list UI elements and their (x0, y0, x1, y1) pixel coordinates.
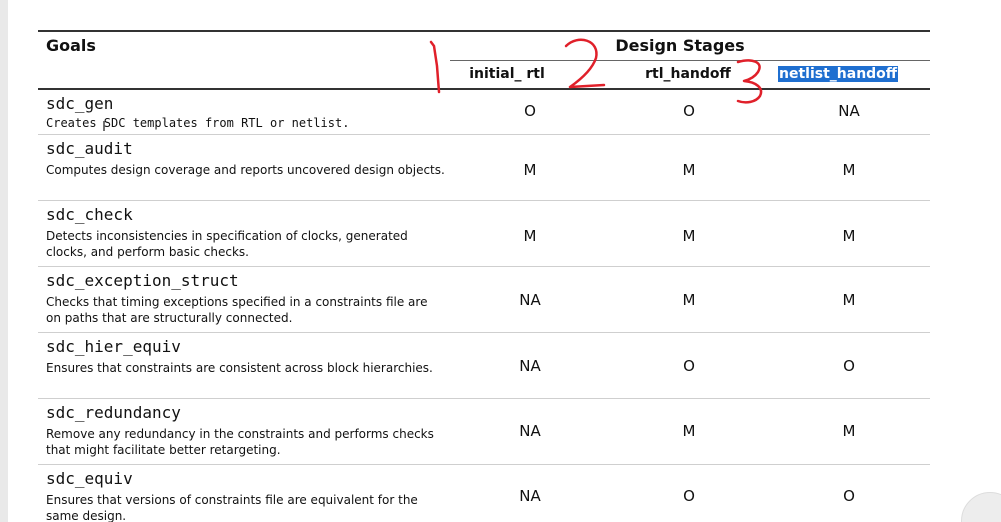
header-top-rule (38, 30, 930, 32)
table-row-sdc-equiv (38, 465, 930, 522)
table-row-sdc-exception-struct (38, 267, 930, 333)
value-initial-rtl: NA (519, 487, 541, 505)
value-rtl-handoff: M (682, 291, 696, 309)
table-row-sdc-check (38, 201, 930, 267)
value-netlist-handoff: O (843, 357, 855, 375)
table-row-sdc-audit (38, 135, 930, 201)
goal-name: sdc_redundancy (46, 403, 181, 422)
value-rtl-handoff: M (682, 161, 696, 179)
goal-name: sdc_equiv (46, 469, 133, 488)
value-rtl-handoff: M (682, 227, 696, 245)
goal-name: sdc_audit (46, 139, 133, 158)
goals-header: Goals (46, 36, 96, 55)
scroll-button[interactable] (961, 492, 1001, 522)
table-row-sdc-hier-equiv (38, 333, 930, 399)
stages-rule (450, 60, 930, 61)
value-initial-rtl: M (523, 161, 537, 179)
column-netlist-handoff[interactable] (778, 66, 918, 82)
value-rtl-handoff: O (683, 102, 695, 120)
value-rtl-handoff: M (682, 422, 696, 440)
value-rtl-handoff: O (683, 487, 695, 505)
selected-text-highlight[interactable]: netlist_handoff (779, 66, 898, 82)
goal-description: Detects inconsistencies in specification of clocks, generated clocks, and perform basic checks. (46, 229, 408, 259)
goal-description: Ensures that constraints are consistent across block hierarchies. (46, 361, 433, 375)
value-netlist-handoff: NA (838, 102, 860, 120)
goal-name: sdc_gen (46, 94, 114, 113)
table-row-sdc-gen (38, 90, 930, 135)
value-netlist-handoff: M (842, 227, 856, 245)
page-margin (0, 0, 8, 522)
handwritten-mark-1 (431, 42, 439, 92)
goal-description: Remove any redundancy in the constraints and performs checks that might facilitate better retargeting. (46, 427, 434, 457)
goal-name: sdc_check (46, 205, 133, 224)
value-netlist-handoff: M (842, 161, 856, 179)
value-initial-rtl: NA (519, 357, 541, 375)
goal-description: Checks that timing exceptions specified in a constraints file are on paths that are structurally connected. (46, 295, 428, 325)
goal-description: Creates SDC templates from RTL or netlist. (46, 116, 350, 130)
value-netlist-handoff: O (843, 487, 855, 505)
value-initial-rtl: NA (519, 422, 541, 440)
goal-name: sdc_hier_equiv (46, 337, 181, 356)
value-netlist-handoff: M (842, 422, 856, 440)
goal-description: Computes design coverage and reports uncovered design objects. (46, 163, 445, 177)
value-initial-rtl: NA (519, 291, 541, 309)
goal-name: sdc_exception_struct (46, 271, 239, 290)
design-stages-header: Design Stages (615, 36, 745, 55)
column-rtl-handoff: rtl_handoff (645, 66, 731, 82)
value-initial-rtl: O (524, 102, 536, 120)
table-row-sdc-redundancy (38, 399, 930, 465)
value-netlist-handoff: M (842, 291, 856, 309)
column-initial-rtl: initial_ rtl (469, 66, 545, 82)
goal-description: Ensures that versions of constraints file are equivalent for the same design. (46, 493, 418, 522)
value-rtl-handoff: O (683, 357, 695, 375)
value-initial-rtl: M (523, 227, 537, 245)
